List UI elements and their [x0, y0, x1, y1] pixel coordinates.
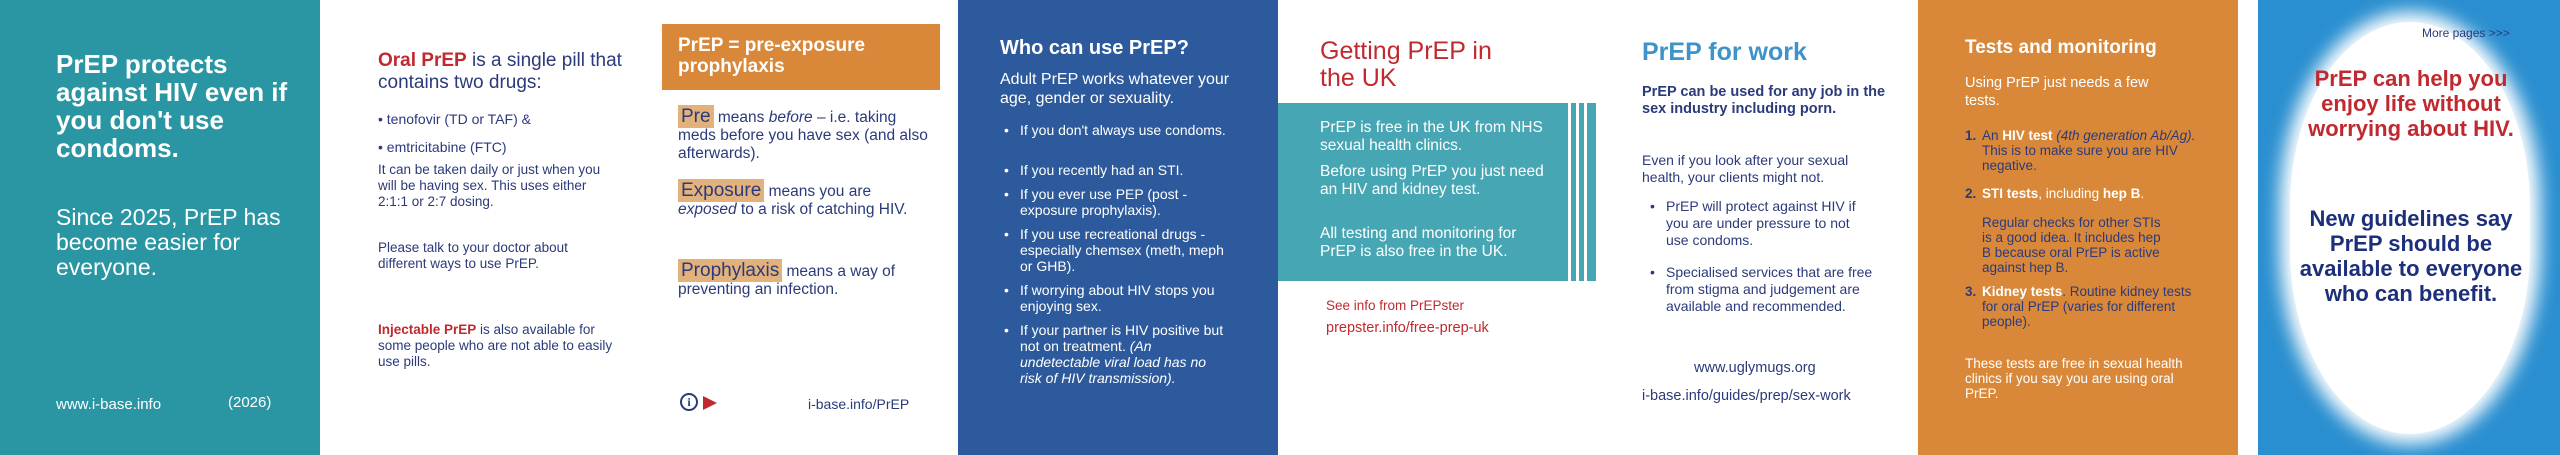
oral-prep-text: is a single pill that contains two drugs:: [378, 50, 622, 93]
term-prophylaxis-text: means a way of preventing an infection.: [678, 263, 896, 298]
test-item-text: .: [2140, 186, 2145, 201]
drug-item-emtricitabine: • emtricitabine (FTC): [378, 139, 507, 155]
test-item-bold: STI tests: [1982, 186, 2039, 201]
term-exposure-a: means you are: [764, 183, 872, 200]
play-icon: [703, 396, 717, 410]
uk-info-box: [1278, 103, 1596, 281]
term-pre-b: – i.e. taking meds before you have sex (and also afterwards).: [678, 109, 928, 162]
back-red-message: PrEP can help you enjoy life without worrying about HIV.: [2308, 66, 2514, 141]
work-bullet: • Specialised services that are free from stigma and judgement are available and recommended.: [1666, 264, 1876, 315]
tests-footer: These tests are free in sexual health clinics if you say you are using oral PrEP.: [1965, 356, 2183, 401]
injectable-prep-text: [378, 322, 613, 370]
sti-note: Regular checks for other STIs is a good idea. It includes hep B because oral PrEP is active against hep B.: [1982, 215, 2161, 275]
cover-panel: [0, 0, 320, 455]
dosing-text: It can be taken daily or just when you will be having sex. This uses either 2:1:1 or 2:7 dosing.: [378, 162, 601, 209]
test-item-number: 2.: [1965, 186, 1977, 201]
who-can-use-lead: Adult PrEP works whatever your age, gender or sexuality.: [1000, 71, 1230, 107]
prepster-link[interactable]: prepster.info/free-prep-uk: [1326, 320, 1489, 336]
injectable-prep-body: is also available for some people who are not able to easily use pills.: [378, 322, 613, 369]
prep-for-work-para: Even if you look after your sexual health, your clients might not.: [1642, 152, 1849, 185]
cover-year: (2026): [228, 394, 272, 411]
work-bullet: • PrEP will protect against HIV if you are under pressure to not use condoms.: [1666, 198, 1876, 249]
test-item-hiv: [1965, 128, 2205, 173]
term-exposure-em: exposed: [678, 201, 737, 218]
test-item-bold: Kidney tests: [1982, 284, 2063, 299]
getting-prep-title: Getting PrEP in the UK: [1320, 37, 1492, 92]
who-bullet: • If you ever use PEP (post -exposure prophylaxis).: [1020, 186, 1230, 218]
term-prophylaxis: [678, 262, 928, 299]
cover-headline: PrEP protects against HIV even if you don't use condoms.: [56, 49, 288, 163]
cover-url: www.i-base.info: [56, 396, 162, 413]
test-item-text: This is to make sure you are HIV negative.: [1982, 143, 2178, 173]
see-info-text: See info from PrEPster: [1326, 298, 1465, 313]
doctor-text: Please talk to your doctor about different ways to use PrEP.: [378, 240, 568, 271]
who-bullet-partner: [1020, 322, 1230, 386]
drug-item-tenofovir: • tenofovir (TD or TAF) &: [378, 111, 531, 127]
who-bullet-partner-text: If your partner is HIV positive but not on treatment.: [1020, 322, 1224, 354]
test-item-text: An: [1982, 128, 2003, 143]
tests-lead: Using PrEP just needs a few tests.: [1965, 75, 2149, 109]
test-item-number: 1.: [1965, 128, 1977, 143]
box-stripe: [1568, 103, 1571, 281]
term-pre: [678, 108, 928, 163]
prep-for-work-title: PrEP for work: [1642, 38, 1807, 66]
definition-title: PrEP = pre-exposure prophylaxis: [662, 24, 940, 90]
oral-prep-label: Oral PrEP: [378, 50, 467, 71]
term-exposure-word: Exposure: [678, 179, 764, 202]
uk-info-text: PrEP is free in the UK from NHS sexual health clinics.: [1320, 119, 1543, 154]
box-stripe: [1584, 103, 1587, 281]
term-prophylaxis-word: Prophylaxis: [678, 259, 782, 282]
cover-subtext: Since 2025, PrEP has become easier for everyone.: [56, 204, 281, 280]
test-item-text: , including: [2038, 186, 2103, 201]
term-pre-a: means: [713, 109, 769, 126]
box-stripe: [1576, 103, 1579, 281]
term-pre-word: Pre: [678, 105, 714, 128]
drug-list: [378, 110, 628, 166]
prep-for-work-panel: [1598, 0, 1918, 455]
back-cover-panel: [2238, 0, 2560, 455]
test-item-kidney: [1965, 284, 2205, 329]
getting-prep-panel: [1278, 0, 1598, 455]
test-item-number: 3.: [1965, 284, 1977, 299]
term-exposure-b: to a risk of catching HIV.: [736, 201, 908, 218]
prep-for-work-lead: PrEP can be used for any job in the sex industry including porn.: [1642, 84, 1886, 117]
test-item-bold: HIV test: [2002, 128, 2053, 143]
who-bullet: • If you use recreational drugs - especially chemsex (meth, meph or GHB).: [1020, 226, 1230, 274]
back-blue-message: New guidelines say PrEP should be available to everyone who can benefit.: [2299, 206, 2523, 306]
who-bullet-partner-note: (An undetectable viral load has no risk of HIV transmission).: [1020, 338, 1207, 386]
test-item-text: . Routine kidney tests for oral PrEP (varies for different people).: [1982, 284, 2192, 329]
info-icon: i: [680, 393, 698, 411]
who-bullet: • If you don't always use condoms.: [1020, 122, 1230, 138]
injectable-prep-label: Injectable PrEP: [378, 322, 477, 337]
more-pages-link[interactable]: More pages >>>: [2422, 26, 2510, 40]
term-pre-em: before: [768, 109, 813, 126]
uglymugs-link[interactable]: www.uglymugs.org: [1694, 360, 1816, 376]
who-can-use-title: Who can use PrEP?: [1000, 37, 1189, 59]
definition-panel: [640, 0, 958, 455]
definition-url[interactable]: i-base.info/PrEP: [808, 396, 910, 412]
tests-title: Tests and monitoring: [1965, 37, 2157, 58]
oral-prep-intro: [378, 50, 623, 94]
test-item-bold: hep B: [2102, 186, 2141, 201]
uk-info-text: All testing and monitoring for PrEP is also free in the UK.: [1320, 225, 1517, 260]
who-bullet: • If you recently had an STI.: [1020, 162, 1230, 178]
term-exposure: [678, 182, 928, 219]
test-item-sti: [1965, 186, 2205, 201]
who-bullet: • If worrying about HIV stops you enjoying sex.: [1020, 282, 1230, 314]
uk-info-text: Before using PrEP you just need an HIV and kidney test.: [1320, 163, 1544, 198]
sex-work-guide-link[interactable]: i-base.info/guides/prep/sex-work: [1642, 388, 1851, 404]
tests-panel: [1918, 0, 2238, 455]
test-item-note: (4th generation Ab/Ag).: [2052, 128, 2196, 143]
oral-prep-panel: [320, 0, 640, 455]
who-can-use-panel: [958, 0, 1278, 455]
